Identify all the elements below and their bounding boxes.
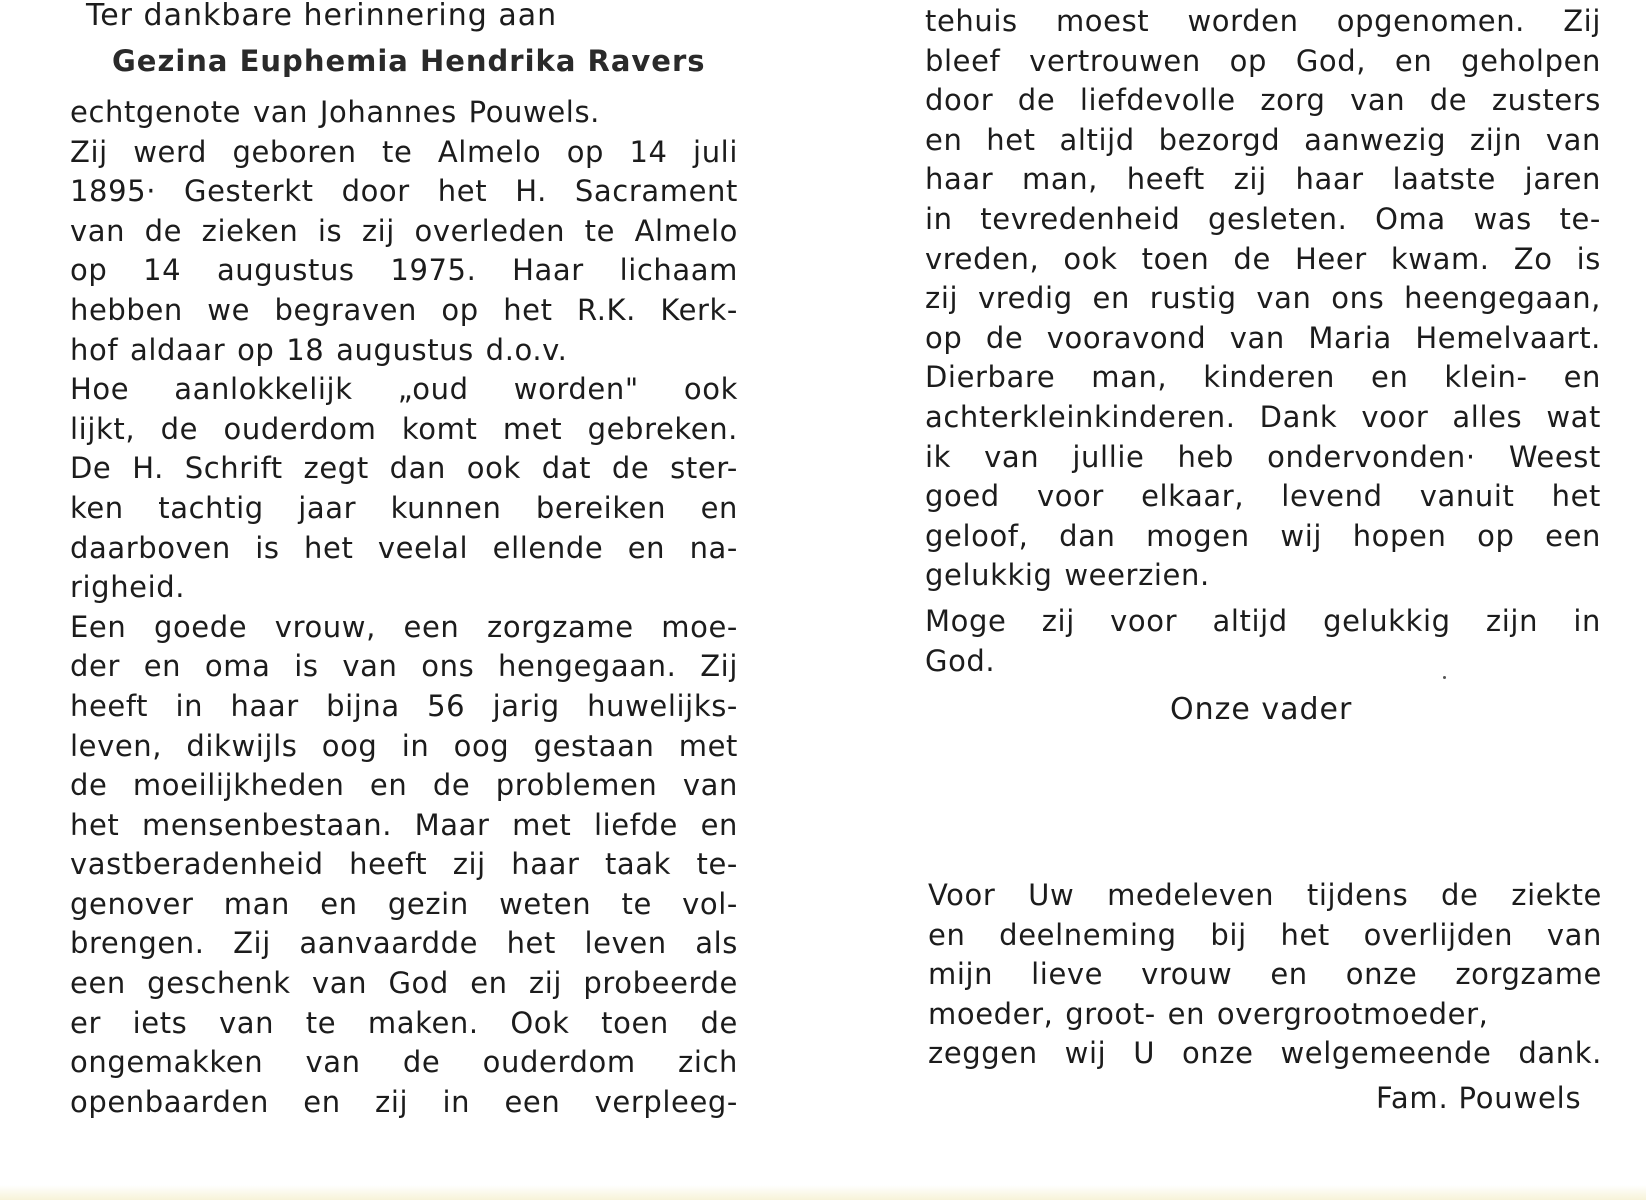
text-line: ik van jullie heb ondervonden· Weest: [925, 439, 1601, 474]
family-signature: Fam. Pouwels: [1376, 1081, 1582, 1115]
text-line: van de zieken is zij overleden te Almelo: [70, 213, 738, 248]
text-line: 1895· Gesterkt door het H. Sacrament: [70, 174, 738, 209]
text-line: goed voor elkaar, levend vanuit het: [925, 479, 1601, 514]
text-line: door de liefdevolle zorg van de zusters: [925, 83, 1601, 118]
deceased-name: Gezina Euphemia Hendrika Ravers: [112, 44, 706, 78]
prayer-title: Onze vader: [1170, 692, 1353, 727]
text-line: op 14 augustus 1975. Haar lichaam: [70, 253, 738, 288]
text-line: De H. Schrift zegt dan ook dat de ster-: [70, 451, 738, 486]
text-line: haar man, heeft zij haar laatste jaren: [925, 162, 1601, 197]
text-line: Een goede vrouw, een zorgzame moe-: [70, 609, 738, 644]
print-speck: [1443, 676, 1446, 679]
text-line: in tevredenheid gesleten. Oma was te-: [925, 201, 1601, 236]
text-line: er iets van te maken. Ook toen de: [70, 1005, 738, 1040]
text-line: righeid.: [70, 570, 186, 605]
text-line: brengen. Zij aanvaardde het leven als: [70, 926, 738, 961]
text-line: openbaarden en zij in een verpleeg-: [70, 1084, 738, 1119]
text-line: de moeilijkheden en de problemen van: [70, 768, 738, 803]
text-line: Dierbare man, kinderen en klein- en: [925, 360, 1601, 395]
biography-text: [70, 93, 738, 1122]
text-line: gelukkig weerzien.: [925, 558, 1210, 593]
text-line: Hoe aanlokkelijk „oud worden" ook: [70, 372, 738, 407]
text-line: der en oma is van ons hengegaan. Zij: [70, 649, 738, 684]
text-line: vreden, ook toen de Heer kwam. Zo is: [925, 241, 1601, 276]
text-line: ongemakken van de ouderdom zich: [70, 1045, 738, 1080]
text-line: ken tachtig jaar kunnen bereiken en: [70, 490, 738, 525]
text-line: mijn lieve vrouw en onze zorgzame: [928, 957, 1602, 992]
text-line: lijkt, de ouderdom komt met gebreken.: [70, 411, 738, 446]
text-line: en deelneming bij het overlijden van: [928, 917, 1602, 952]
text-line: bleef vertrouwen op God, en geholpen: [925, 43, 1601, 78]
text-line: heeft in haar bijna 56 jarig huwelijks-: [70, 688, 738, 723]
text-line: zij vredig en rustig van ons heengegaan,: [925, 281, 1601, 316]
text-line: vastberadenheid heeft zij haar taak te-: [70, 847, 738, 882]
text-line: moeder, groot- en overgrootmoeder,: [928, 996, 1489, 1031]
text-line: het mensenbestaan. Maar met liefde en: [70, 807, 738, 842]
text-line: leven, dikwijls oog in oog gestaan met: [70, 728, 738, 763]
text-line: tehuis moest worden opgenomen. Zij: [925, 4, 1601, 38]
text-line: geloof, dan mogen wij hopen op een: [925, 518, 1601, 553]
text-line: en het altijd bezorgd aanwezig zijn van: [925, 122, 1601, 157]
text-line: God.: [925, 643, 996, 678]
thanks-text: [928, 876, 1602, 1074]
closing-wish: [925, 602, 1601, 681]
continuation-text: [925, 2, 1601, 596]
dedication-intro: Ter dankbare herinnering aan: [86, 0, 558, 33]
text-line: achterkleinkinderen. Dank voor alles wat: [925, 399, 1601, 434]
text-line: een geschenk van God en zij probeerde: [70, 966, 738, 1001]
text-line: hof aldaar op 18 augustus d.o.v.: [70, 332, 568, 367]
text-line: Voor Uw medeleven tijdens de ziekte: [928, 878, 1602, 912]
text-line: daarboven is het veelal ellende en na-: [70, 530, 738, 565]
text-line: genover man en gezin weten te vol-: [70, 886, 738, 921]
text-line: zeggen wij U onze welgemeende dank.: [928, 1036, 1602, 1071]
card-bottom-edge: [0, 1185, 1646, 1200]
text-line: op de vooravond van Maria Hemelvaart.: [925, 320, 1601, 355]
text-line: Moge zij voor altijd gelukkig zijn in: [925, 604, 1601, 638]
text-line: Zij werd geboren te Almelo op 14 juli: [70, 134, 738, 169]
text-line: echtgenote van Johannes Pouwels.: [70, 95, 600, 129]
text-line: hebben we begraven op het R.K. Kerk-: [70, 292, 738, 327]
